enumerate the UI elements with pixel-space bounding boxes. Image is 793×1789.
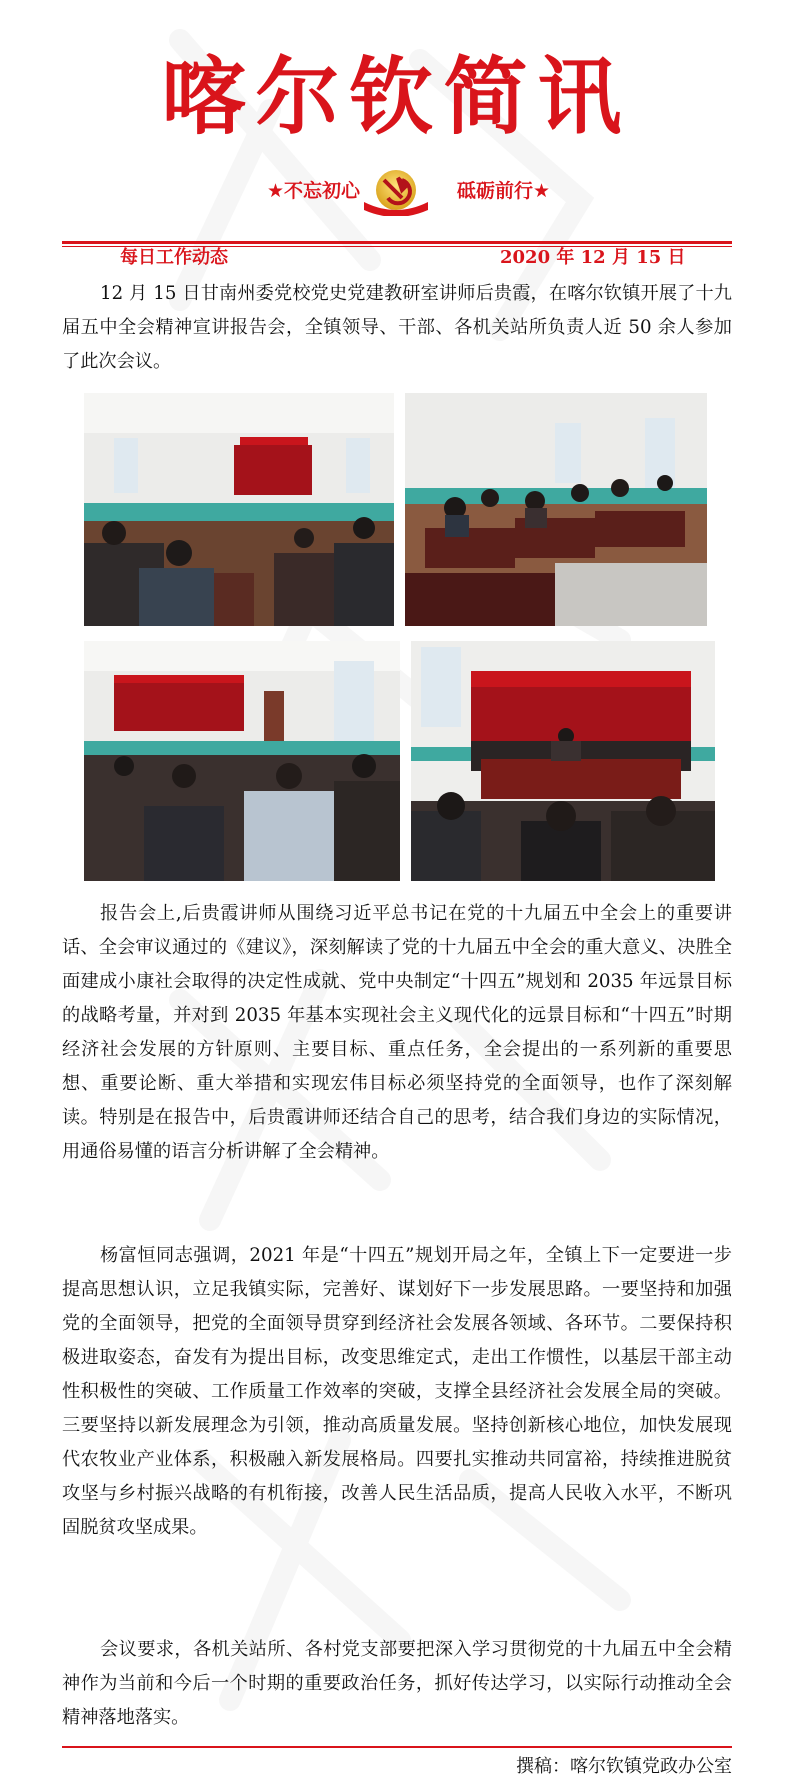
paragraph-emphasis: 杨富恒同志强调，2021 年是“十四五”规划开局之年，全镇上下一定要进一步提高思想认识，立足我镇实际，完善好、谋划好下一步发展思路。一要坚持和加强党的全面领导，把党的全面领导贯穿到经济社会发展各领域、各环节。二要保持积极进取姿态，奋发有为提出目标，改变思维定式，走出工作惯性，以基层干部主动性积极性的突破、工作质量工作效率的突破，支撑全县经济社会发展全局的突破。三要坚持以新发展理念为引领，推动高质量发展。坚持创新核心地位，加快发展现代农牧业产业体系，积极融入新发展格局。四要扎实推动共同富裕，持续推进脱贫攻坚与乡村振兴战略的有机衔接，改善人民生活品质，提高人民收入水平，不断巩固脱贫攻坚成果。: [62, 1245, 732, 1538]
masthead-title: 喀尔钦简讯: [161, 48, 632, 146]
slogan-row: [0, 168, 793, 218]
issue-date: 2020 年 12 月 15 日: [500, 247, 686, 268]
header-rule-thin: [62, 246, 732, 247]
paragraph-requirement: 会议要求，各机关站所、各村党支部要把深入学习贯彻党的十九届五中全会精神作为当前和今后一个时期的重要政治任务，抓好传达学习，以实际行动推动全会精神落地落实。: [62, 1639, 732, 1728]
slogan-left: ★不忘初心: [266, 180, 360, 202]
meeting-photo-2: [405, 393, 707, 626]
dateline: [0, 243, 793, 273]
party-emblem-icon: [362, 168, 430, 216]
footer-rule: [62, 1746, 732, 1748]
paragraph-report: 报告会上,后贵霞讲师从围绕习近平总书记在党的十九届五中全会上的重要讲话、全会审议通过的《建议》，深刻解读了党的十九届五中全会的重大意义、决胜全面建成小康社会取得的决定性成就、党中央制定“十四五”规划和 2035 年远景目标的战略考量，并对到 2035 年基本实现社会主义现代化的远景目标和“十四五”时期经济社会发展的方针原则、主要目标、重点任务，全会提出的一系列新的重要思想、重要论断、重大举措和实现宏伟目标必须坚持党的全面领导，也作了深刻解读。特别是在报告中，后贵霞讲师还结合自己的思考，结合我们身边的实际情况，用通俗易懂的语言分析讲解了全会精神。: [62, 903, 732, 1162]
paragraph-intro: 12 月 15 日甘南州委党校党史党建教研室讲师后贵霞，在喀尔钦镇开展了十九届五中全会精神宣讲报告会，全镇领导、干部、各机关站所负责人近 50 余人参加了此次会议。: [62, 283, 732, 372]
meeting-photo-4: [411, 641, 715, 881]
section-label: 每日工作动态: [120, 247, 228, 268]
meeting-photo-1: [84, 393, 394, 626]
header-rule: [62, 241, 732, 244]
meeting-photo-3: [84, 641, 400, 881]
byline: 撰稿：喀尔钦镇党政办公室: [516, 1756, 732, 1777]
slogan-right: 砥砺前行★: [457, 180, 551, 202]
